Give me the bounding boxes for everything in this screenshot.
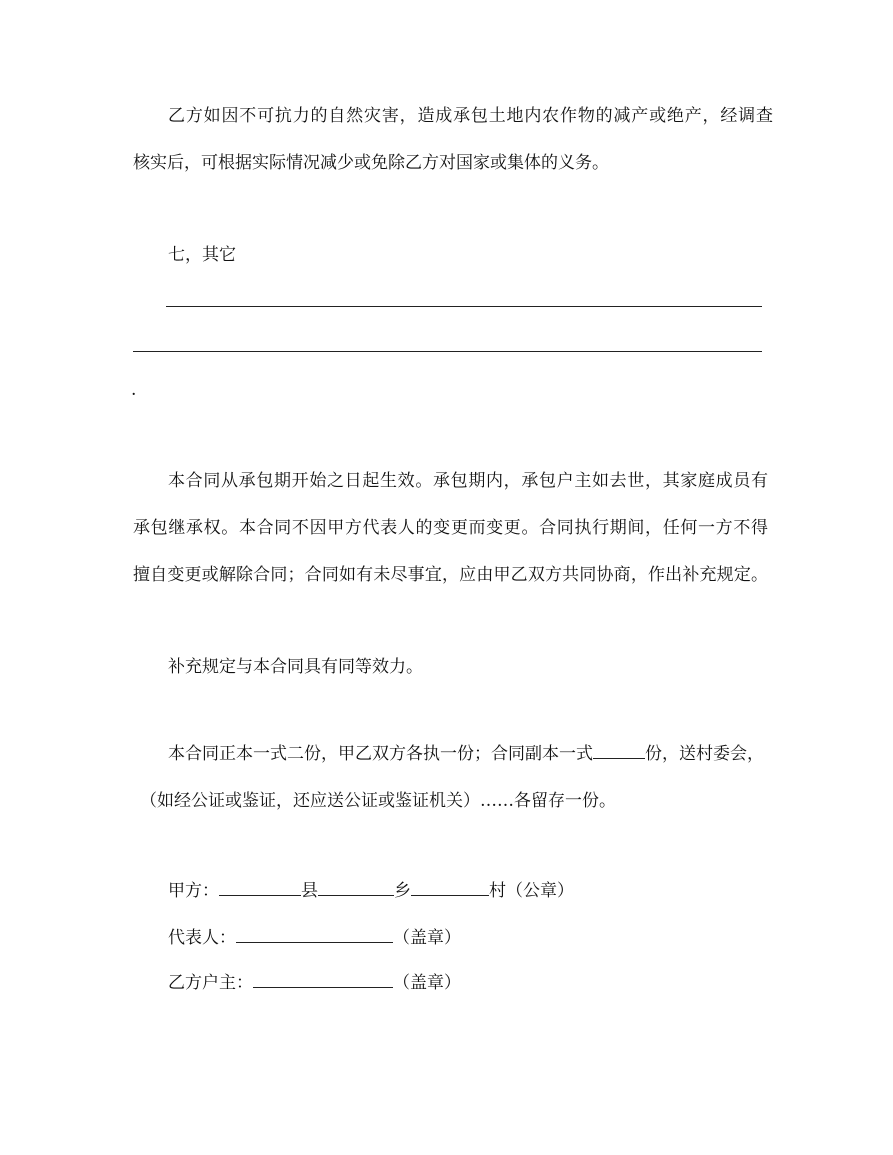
village-seal-label: 村（公章） [489,881,574,901]
party-b-line [168,970,808,995]
county-blank [219,878,301,896]
county-label: 县 [301,881,318,901]
copies-text-a: 本合同正本一式二份，甲乙双方各执一份；合同副本一式 [168,744,593,764]
township-blank [318,878,394,896]
representative-line [168,925,808,950]
party-b-label: 乙方户主： [168,973,253,993]
copies-paragraph-line-1 [168,741,773,766]
effect-text-1: 本合同从承包期开始之日起生效。承包期内，承包户主如去世，其家庭成员有 [168,471,768,491]
representative-seal-label: （盖章） [393,928,461,948]
party-b-seal-label: （盖章） [393,973,461,993]
representative-label: 代表人： [168,928,236,948]
effect-paragraph-line-1 [168,469,768,493]
supplement-paragraph: 补充规定与本合同具有同等效力。 [168,657,423,677]
disaster-paragraph-line-2: 核实后，可根据实际情况减少或免除乙方对国家或集体的义务。 [133,153,609,173]
section-other-heading: 七，其它 [168,245,236,265]
party-a-line [168,878,808,903]
village-blank [411,878,489,896]
disaster-paragraph-line-1 [168,104,773,128]
blank-line-2 [133,351,762,352]
effect-paragraph-line-2 [133,516,768,540]
township-label: 乡 [394,881,411,901]
effect-paragraph-line-3 [133,563,768,587]
representative-blank [236,925,393,943]
effect-text-2: 承包继承权。本合同不因甲方代表人的变更而变更。合同执行期间，任何一方不得 [133,518,768,538]
party-a-label: 甲方： [168,881,219,901]
effect-text-3: 擅自变更或解除合同；合同如有未尽事宜，应由甲乙双方共同协商，作出补充规定。 [133,565,768,585]
copies-count-blank [593,741,645,759]
copies-text-b: 份，送村委会， [645,744,764,764]
copies-paragraph-line-2: （如经公证或鉴证，还应送公证或鉴证机关）……各留存一份。 [140,791,616,811]
party-b-blank [253,970,393,988]
section-end-mark: . [131,380,137,400]
blank-line-1 [166,306,762,307]
disaster-text-1: 乙方如因不可抗力的自然灾害，造成承包土地内农作物的减产或绝产，经调查 [168,106,773,126]
